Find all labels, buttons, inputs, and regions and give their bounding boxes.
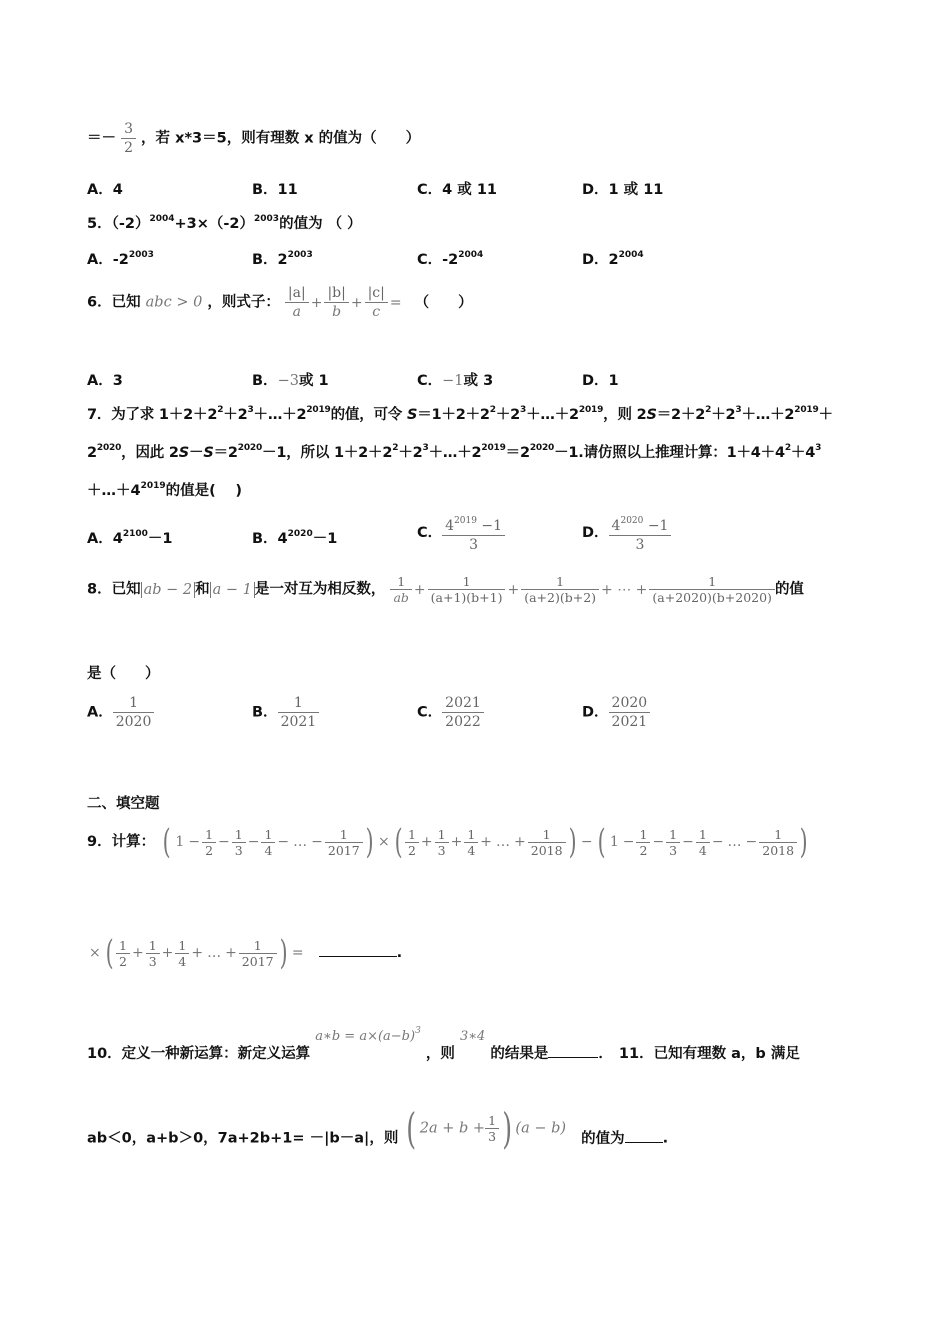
q5-stem: 5．$(-2)^{2004}+3\times(-2)^{2003}$的值为 （ ）: [87, 214, 362, 232]
q7-stem-line3: $+\dots+4^{2019}$的值是( ): [87, 481, 242, 499]
q6-option-a[interactable]: A．3: [87, 373, 123, 389]
q8-abs-ab-minus-2: ab − 2: [141, 582, 196, 598]
q8-term-3: $\frac{1}{(a+2)(b+2)}$: [521, 574, 599, 605]
q4-fraction: $\frac{3}{2}$: [121, 120, 136, 157]
section-title-fill-in: 二、填空题: [87, 796, 160, 812]
q9-stem: 9．计算： ( 1 − $\frac{1}{2}$ − $\frac{1}{3}$ − $\frac{1}{4}$ − … − $\frac{1}{2017}$ ) × ( $\frac{1}{2}$ + $\frac{1}{3}$ + $\frac{1}{4}$ + … + $\frac{1}{2018}$ ) − ( 1 − $\frac{1}{2}$ − $\frac{1}{3}$ − $\frac{1}{4}$ − … − $\frac{1}{2018}$ ): [87, 822, 808, 862]
q4-option-a[interactable]: A．4: [87, 182, 123, 198]
q7-option-d[interactable]: D． $\frac{4^{2020} -1}{3}$: [582, 512, 671, 554]
q9-stem-line2: × ( $\frac{1}{2}$ + $\frac{1}{3}$ + $\frac{1}{4}$ + … + $\frac{1}{2017}$ ) = .: [89, 933, 403, 973]
q8-stem: 8．已知 ab − 2 和 a − 1 是一对互为相反数， $\frac{1}{ab}$ + $\frac{1}{(a+1)(b+1)}$ + $\frac{1}{(a+2)(b+2)}$ + ⋯ + $\frac{1}{(a+2020)(b+2020)}$ 的值: [87, 574, 804, 605]
q7-stem-line1: 7．为了求 $1+2+2^2+2^3+\dots+2^{2019}$的值，可令 $S=1+2+2^2+2^3+\dots+2^{2019}$，则 $2S=2+2^2+2^3+\dots+2^{2019}+$: [87, 405, 833, 423]
q6-option-b[interactable]: B．−3或 1: [252, 373, 329, 389]
q8-stem-line2: 是（ ）: [87, 666, 160, 682]
q4-option-c[interactable]: C．4 或 11: [417, 182, 498, 198]
q8-term-1: $\frac{1}{ab}$: [390, 574, 411, 605]
q7-stem-line2: $2^{2020}$，因此 $2S-S=2^{2020}-1$，所以 $1+2+2^2+2^3+\dots+2^{2019}=2^{2020}-1$.请仿照以上推理计算：$1+4+4^2+4^3$: [87, 443, 822, 461]
q6-frac-a: $\frac{|a|}{a}$: [285, 284, 309, 321]
q10-stem: 10．定义一种新运算：新定义运算 a∗b = $a\times(a-b)^3$ ，则 3∗4 的结果是 ． 11．已知有理数 a，b 满足: [87, 1026, 800, 1062]
q4-option-d[interactable]: D．1 或 11: [582, 182, 664, 198]
q9-answer-blank[interactable]: [319, 956, 397, 957]
q8-option-a[interactable]: A． $\frac{1}{2020}$: [87, 694, 154, 731]
q8-abs-a-minus-1: a − 1: [210, 582, 255, 598]
q8-option-c[interactable]: C． $\frac{2021}{2022}$: [417, 694, 484, 731]
q8-option-b[interactable]: B． $\frac{1}{2021}$: [252, 694, 319, 731]
q8-term-last: $\frac{1}{(a+2020)(b+2020)}$: [649, 574, 775, 605]
q4-option-b[interactable]: B．11: [252, 182, 298, 198]
q6-stem: 6．已知 abc > 0 ，则式子： $\frac{|a|}{a}$ + $\frac{|b|}{b}$ + $\frac{|c|}{c}$ = （ ）: [87, 285, 473, 320]
q5-option-b[interactable]: B．$2^{2003}$: [252, 250, 313, 268]
q6-condition: abc > 0: [145, 294, 203, 311]
q11-stem: ab＜0，a+b＞0，7a+2b+1= －|b－a|，则 ( 2a + b + $\frac{1}{3}$ ) (a − b) 的值为 .: [87, 1104, 669, 1153]
q7-option-a[interactable]: A．$4^{2100}-1$: [87, 529, 173, 547]
q6-frac-b: $\frac{|b|}{b}$: [324, 284, 348, 321]
q10-definition: a∗b = $a\times(a-b)^3$: [315, 1026, 421, 1044]
q11-answer-blank[interactable]: [625, 1142, 663, 1143]
q5-option-a[interactable]: A．$-2^{2003}$: [87, 250, 154, 268]
q4-stem: ＝－ $\frac{3}{2}$ ，若 x*3＝5，则有理数 x 的值为（ ）: [87, 121, 421, 156]
q8-term-2: $\frac{1}{(a+1)(b+1)}$: [428, 574, 506, 605]
q8-option-d[interactable]: D． $\frac{2020}{2021}$: [582, 694, 650, 731]
q10-answer-blank[interactable]: [548, 1057, 598, 1058]
q10-expression: 3∗4: [459, 1029, 486, 1044]
q7-option-b[interactable]: B．$4^{2020}-1$: [252, 529, 338, 547]
q7-option-c[interactable]: C． $\frac{4^{2019} -1}{3}$: [417, 512, 505, 554]
q5-option-d[interactable]: D．$2^{2004}$: [582, 250, 644, 268]
q5-option-c[interactable]: C．$-2^{2004}$: [417, 250, 484, 268]
q6-option-c[interactable]: C．−1或 3: [417, 373, 494, 389]
q6-option-d[interactable]: D．1: [582, 373, 619, 389]
q6-frac-c: $\frac{|c|}{c}$: [365, 284, 388, 321]
